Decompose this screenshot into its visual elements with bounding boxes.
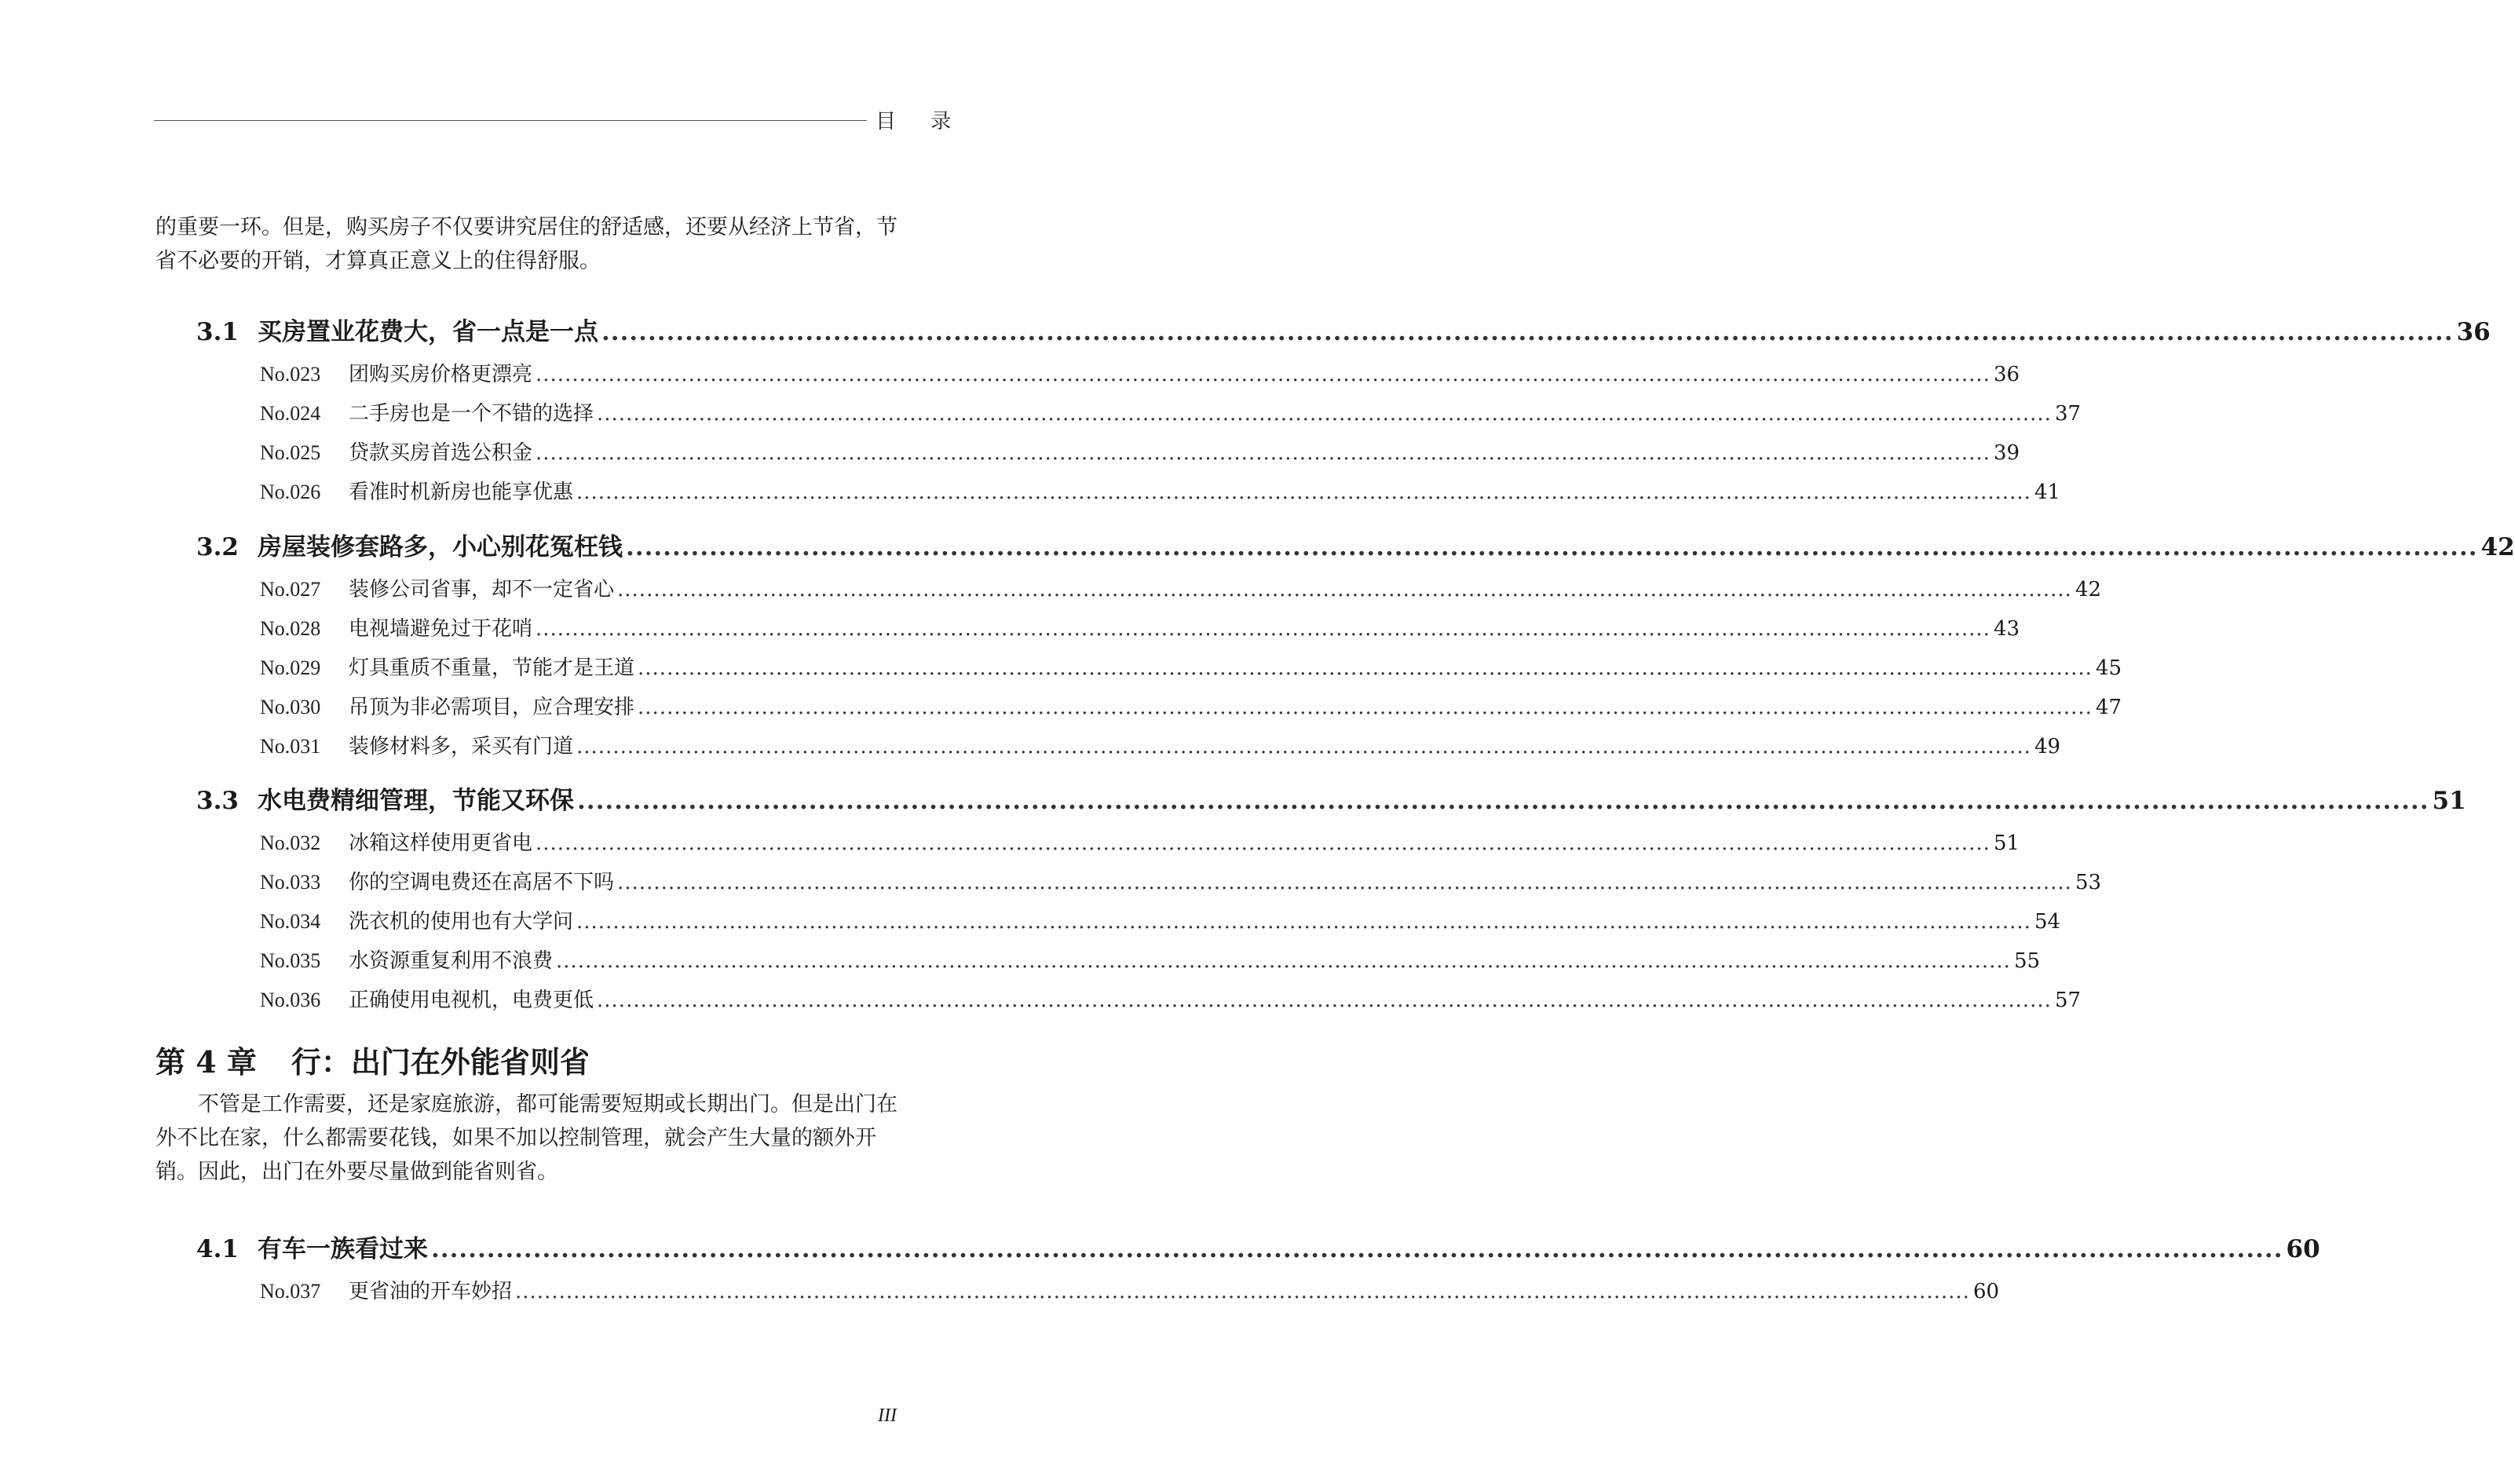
item-title: 更省油的开车妙招 (349, 1280, 513, 1303)
leader-dots: ........................................................................................................................................................................................................ (617, 871, 2072, 894)
section-title: 有车一族看过来 (258, 1235, 428, 1263)
toc-item-032[interactable] (260, 827, 2020, 856)
item-title: 二手房也是一个不错的选择 (349, 402, 594, 426)
item-title: 装修公司省事，却不一定省心 (349, 578, 615, 601)
item-page: 42 (2075, 578, 2102, 601)
leader-dots: ........................................................................................................................................................................................................ (617, 578, 2072, 601)
toc-section-3-3[interactable] (196, 780, 2466, 816)
leader-dots: ........................................................................................................................................................................................................ (431, 1235, 2283, 1263)
leader-dots: ........................................................................................................................................................................................................ (626, 533, 2478, 561)
leader-dots: ........................................................................................................................................................................................................ (638, 696, 2093, 719)
header-rule (154, 120, 867, 121)
section-page: 36 (2456, 318, 2491, 346)
section-title: 水电费精细管理，节能又环保 (258, 787, 574, 815)
item-title: 洗衣机的使用也有大学问 (349, 910, 574, 934)
item-page: 54 (2034, 910, 2061, 934)
item-title: 贷款买房首选公积金 (349, 441, 533, 465)
chapter-title: 行：出门在外能省则省 (291, 1044, 590, 1080)
item-number: No.033 (260, 871, 321, 894)
leader-dots: ........................................................................................................................................................................................................ (515, 1280, 1970, 1303)
item-page: 36 (1993, 363, 2020, 386)
section-number: 3.2 (196, 533, 239, 561)
toc-item-037[interactable] (260, 1275, 2000, 1304)
item-page: 49 (2034, 735, 2061, 758)
leader-dots: ........................................................................................................................................................................................................ (577, 787, 2429, 815)
item-title: 看准时机新房也能享优惠 (349, 481, 574, 504)
item-number: No.031 (260, 735, 321, 758)
chapter-heading[interactable] (155, 1038, 590, 1081)
toc-section-4-1[interactable] (196, 1229, 2320, 1264)
toc-item-031[interactable] (260, 730, 2061, 759)
item-title: 你的空调电费还在高居不下吗 (349, 871, 615, 894)
item-number: No.036 (260, 989, 321, 1011)
section-page: 42 (2480, 533, 2515, 561)
item-page: 51 (1993, 832, 2020, 855)
page-number: III (878, 1405, 897, 1426)
leader-dots: ........................................................................................................................................................................................................ (638, 656, 2093, 680)
leader-dots: ........................................................................................................................................................................................................ (597, 402, 2052, 426)
item-number: No.023 (260, 363, 321, 386)
leader-dots: ........................................................................................................................................................................................................ (576, 910, 2031, 934)
leader-dots: ........................................................................................................................................................................................................ (597, 989, 2052, 1012)
toc-item-027[interactable] (260, 573, 2102, 602)
item-page: 41 (2034, 481, 2061, 504)
toc-item-034[interactable] (260, 905, 2061, 934)
section-number: 4.1 (196, 1235, 239, 1263)
section-page: 60 (2286, 1235, 2320, 1263)
leader-dots: ........................................................................................................................................................................................................ (536, 832, 1990, 855)
toc-item-036[interactable] (260, 984, 2082, 1013)
leader-dots: ........................................................................................................................................................................................................ (601, 318, 2454, 346)
item-page: 39 (1993, 441, 2020, 465)
item-number: No.035 (260, 949, 321, 972)
item-page: 55 (2013, 949, 2041, 973)
item-number: No.024 (260, 402, 321, 425)
toc-item-024[interactable] (260, 397, 2082, 426)
chapter-intro-paragraph: 不管是工作需要，还是家庭旅游，都可能需要短期或长期出门。但是出门在外不比在家，什么都需要花钱，如果不加以控制管理，就会产生大量的额外开销。因此，出门在外要尽量做到能省则省。 (155, 1092, 897, 1184)
item-title: 团购买房价格更漂亮 (349, 363, 533, 386)
item-title: 正确使用电视机，电费更低 (349, 989, 594, 1012)
item-number: No.037 (260, 1280, 321, 1303)
item-number: No.029 (260, 656, 321, 679)
toc-section-3-1[interactable] (196, 312, 2491, 347)
item-title: 吊顶为非必需项目，应合理安排 (349, 696, 635, 719)
leader-dots: ........................................................................................................................................................................................................ (536, 617, 1990, 641)
item-page: 37 (2054, 402, 2082, 426)
section-number: 3.1 (196, 318, 239, 346)
toc-item-025[interactable] (260, 437, 2020, 466)
item-number: No.025 (260, 441, 321, 464)
item-number: No.034 (260, 910, 321, 933)
item-title: 灯具重质不重量，节能才是王道 (349, 656, 635, 680)
item-number: No.030 (260, 696, 321, 718)
toc-item-033[interactable] (260, 866, 2102, 895)
toc-item-028[interactable] (260, 612, 2020, 641)
running-header-title: 目 录 (875, 110, 966, 133)
section-title: 房屋装修套路多，小心别花冤枉钱 (258, 533, 623, 561)
item-page: 47 (2095, 696, 2122, 719)
item-page: 60 (1972, 1280, 2000, 1303)
item-number: No.028 (260, 617, 321, 640)
item-page: 43 (1993, 617, 2020, 641)
toc-item-035[interactable] (260, 945, 2041, 974)
item-number: No.032 (260, 832, 321, 854)
item-number: No.026 (260, 481, 321, 503)
intro-paragraph: 的重要一环。但是，购买房子不仅要讲究居住的舒适感，还要从经济上节省，节省不必要的开销，才算真正意义上的住得舒服。 (155, 215, 897, 273)
leader-dots: ........................................................................................................................................................................................................ (576, 735, 2031, 758)
toc-item-030[interactable] (260, 691, 2122, 720)
leader-dots: ........................................................................................................................................................................................................ (576, 481, 2031, 504)
item-number: No.027 (260, 578, 321, 601)
toc-item-026[interactable] (260, 476, 2061, 505)
section-page: 51 (2432, 787, 2466, 815)
toc-item-023[interactable] (260, 358, 2020, 387)
item-title: 冰箱这样使用更省电 (349, 832, 533, 855)
leader-dots: ........................................................................................................................................................................................................ (536, 441, 1990, 465)
leader-dots: ........................................................................................................................................................................................................ (536, 363, 1990, 386)
section-number: 3.3 (196, 787, 239, 815)
item-title: 水资源重复利用不浪费 (349, 949, 554, 973)
item-page: 57 (2054, 989, 2082, 1012)
chapter-label: 第 4 章 (155, 1044, 257, 1080)
item-title: 装修材料多，采买有门道 (349, 735, 574, 758)
item-page: 53 (2075, 871, 2102, 894)
section-title: 买房置业花费大，省一点是一点 (258, 318, 598, 346)
item-title: 电视墙避免过于花哨 (349, 617, 533, 641)
toc-section-3-2[interactable] (196, 527, 2515, 562)
item-page: 45 (2095, 656, 2122, 680)
leader-dots: ........................................................................................................................................................................................................ (556, 949, 2011, 973)
toc-item-029[interactable] (260, 652, 2122, 681)
